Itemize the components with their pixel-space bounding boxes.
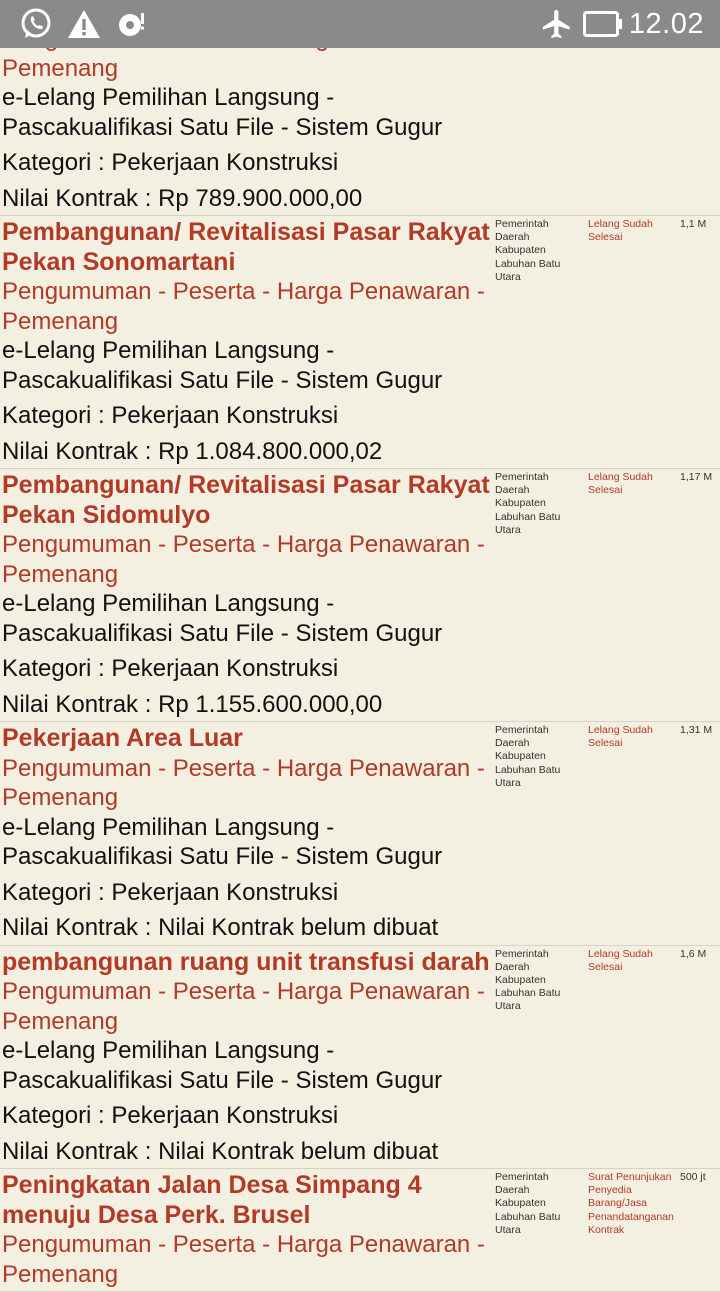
winner-link[interactable]: Pemenang xyxy=(2,307,119,335)
tender-links xyxy=(2,754,490,813)
contract-value-label: Nilai Kontrak : xyxy=(2,690,159,718)
link-separator: - xyxy=(255,531,277,558)
contract-value-label: Nilai Kontrak : xyxy=(2,1137,159,1165)
tender-hps-value: 1,17 M xyxy=(680,471,713,483)
tender-method: e-Lelang Pemilihan Langsung - Pascakualifikasi Satu File - Sistem Gugur xyxy=(2,590,443,647)
tender-row xyxy=(0,1169,720,1292)
tender-info xyxy=(0,22,490,213)
tender-hps-value: 1,31 M xyxy=(680,724,713,736)
tender-method: e-Lelang Pemilihan Langsung - Pascakualifikasi Satu File - Sistem Gugur xyxy=(2,813,443,870)
winner-link[interactable]: Pemenang xyxy=(2,1260,119,1288)
tender-hps-value xyxy=(680,22,720,213)
tender-title-link[interactable]: Pembangunan/ Revitalisasi Pasar Rakyat Pekan Sidomulyo xyxy=(2,471,490,529)
link-separator: - xyxy=(151,754,173,782)
tender-contract-value xyxy=(2,907,490,943)
offer-price-link[interactable]: Harga Penawaran xyxy=(276,278,471,305)
tender-info xyxy=(0,946,490,1167)
tender-title-link[interactable]: Peningkatan Jalan Desa Simpang 4 menuju Desa Perk. Brusel xyxy=(2,1171,422,1229)
tender-agency: Pemerintah Daerah Kabupaten Labuhan Batu Utara xyxy=(495,1171,561,1236)
tender-agency: Pemerintah Daerah Kabupaten Labuhan Batu Utara xyxy=(495,218,561,283)
category-label: Kategori : xyxy=(2,655,112,682)
tender-links xyxy=(2,1230,490,1289)
link-separator: - xyxy=(255,1231,277,1258)
contract-value: Nilai Kontrak belum dibuat xyxy=(158,914,439,941)
link-separator: - xyxy=(470,278,485,305)
contract-value: Nilai Kontrak belum dibuat xyxy=(158,1137,439,1165)
link-separator: - xyxy=(470,1231,485,1258)
tender-status-link[interactable]: Lelang Sudah Selesai xyxy=(588,471,653,497)
tender-info xyxy=(0,469,490,719)
tender-category xyxy=(2,648,490,684)
notification-icon xyxy=(114,6,150,42)
tender-status-link[interactable]: Surat Penunjukan Penyedia Barang/Jasa Penandatanganan Kontrak xyxy=(588,1171,674,1236)
contract-value: Rp 1.084.800.000,02 xyxy=(158,437,383,465)
category-value: Pekerjaan Konstruksi xyxy=(111,1102,339,1129)
announcement-link[interactable]: Pengumuman xyxy=(2,278,152,305)
offer-price-link[interactable]: Harga Penawaran xyxy=(276,531,471,558)
tender-contract-value xyxy=(2,1131,490,1167)
tender-method: e-Lelang Pemilihan Langsung - Pascakualifikasi Satu File - Sistem Gugur xyxy=(2,337,443,394)
category-value: Pekerjaan Konstruksi xyxy=(111,878,339,906)
offer-price-link[interactable]: Harga Penawaran xyxy=(276,754,471,782)
announcement-link[interactable]: Pengumuman xyxy=(2,1231,152,1258)
battery-icon xyxy=(582,6,624,42)
tender-category xyxy=(2,395,490,431)
contract-value-label: Nilai Kontrak : xyxy=(2,914,159,941)
link-separator: - xyxy=(255,754,277,782)
participants-link[interactable]: Peserta xyxy=(172,754,256,782)
link-separator: - xyxy=(151,278,173,305)
airplane-mode-icon xyxy=(538,6,576,42)
category-label: Kategori : xyxy=(2,402,112,429)
offer-price-link[interactable]: Harga Penawaran xyxy=(276,978,471,1005)
announcement-link[interactable]: Pengumuman xyxy=(2,978,152,1005)
announcement-link[interactable]: Pengumuman xyxy=(2,754,152,782)
winner-link[interactable]: Pemenang xyxy=(2,1007,119,1035)
category-label: Kategori : xyxy=(2,1102,112,1129)
link-separator: - xyxy=(151,531,173,558)
tender-row xyxy=(0,946,720,1170)
link-separator: - xyxy=(470,978,485,1005)
tender-row xyxy=(0,469,720,722)
whatsapp-icon xyxy=(18,6,54,42)
category-value: Pekerjaan Konstruksi xyxy=(111,655,339,682)
participants-link[interactable]: Peserta xyxy=(172,531,256,558)
tender-hps-value: 500 jt xyxy=(680,1171,706,1183)
tender-links xyxy=(2,530,490,589)
warning-icon xyxy=(66,6,102,42)
tender-agency xyxy=(490,22,583,213)
winner-link[interactable]: Pemenang xyxy=(2,784,119,811)
status-bar xyxy=(0,0,720,48)
tender-hps-value: 1,1 M xyxy=(680,218,707,230)
tender-method: e-Lelang Pemilihan Langsung - Pascakualifikasi Satu File - Sistem Gugur xyxy=(2,84,443,141)
contract-value-label: Nilai Kontrak : xyxy=(2,184,159,212)
tender-title-link[interactable]: Pekerjaan Area Luar xyxy=(2,724,243,752)
link-separator: - xyxy=(470,754,485,782)
link-separator: - xyxy=(255,278,277,305)
tender-status-link[interactable]: Lelang Sudah Selesai xyxy=(588,218,653,244)
announcement-link[interactable]: Pengumuman xyxy=(2,531,152,558)
tender-category xyxy=(2,142,490,178)
winner-link[interactable]: Pemenang xyxy=(2,54,119,82)
tender-row xyxy=(0,22,720,216)
tender-info xyxy=(0,722,490,943)
tender-info xyxy=(0,216,490,466)
category-value: Pekerjaan Konstruksi xyxy=(111,149,339,176)
tender-contract-value xyxy=(2,684,490,720)
tender-status-link[interactable] xyxy=(583,22,680,213)
category-value: Pekerjaan Konstruksi xyxy=(111,402,339,429)
tender-list-container[interactable] xyxy=(0,48,720,1288)
tender-category xyxy=(2,1095,490,1131)
tender-title-link[interactable]: pembangunan ruang unit transfusi darah xyxy=(2,947,490,976)
tender-contract-value xyxy=(2,178,490,214)
link-separator: - xyxy=(470,531,485,558)
tender-category xyxy=(2,872,490,908)
tender-hps-value: 1,6 M xyxy=(680,947,707,960)
link-separator: - xyxy=(151,978,173,1005)
tender-status-link[interactable]: Lelang Sudah Selesai xyxy=(588,947,653,973)
participants-link[interactable]: Peserta xyxy=(172,978,256,1005)
tender-title-link[interactable]: Pembangunan/ Revitalisasi Pasar Rakyat Pekan Sonomartani xyxy=(2,218,490,276)
tender-links xyxy=(2,977,490,1036)
winner-link[interactable]: Pemenang xyxy=(2,560,119,588)
category-label: Kategori : xyxy=(2,149,112,176)
tender-row xyxy=(0,722,720,946)
tender-method: e-Lelang Pemilihan Langsung - Pascakualifikasi Satu File - Sistem Gugur xyxy=(2,1037,443,1094)
clock: 12.02 xyxy=(628,8,704,40)
participants-link[interactable]: Peserta xyxy=(172,1231,256,1258)
link-separator: - xyxy=(255,978,277,1005)
participants-link[interactable]: Peserta xyxy=(172,278,256,305)
contract-value-label: Nilai Kontrak : xyxy=(2,437,159,465)
tender-agency: Pemerintah Daerah Kabupaten Labuhan Batu Utara xyxy=(495,724,561,789)
contract-value: Rp 1.155.600.000,00 xyxy=(158,690,383,718)
tender-agency: Pemerintah Daerah Kabupaten Labuhan Batu Utara xyxy=(495,471,561,536)
tender-info xyxy=(0,1169,490,1289)
tender-status-link[interactable]: Lelang Sudah Selesai xyxy=(588,724,653,750)
tender-row xyxy=(0,216,720,469)
offer-price-link[interactable]: Harga Penawaran xyxy=(276,1231,471,1258)
category-label: Kategori : xyxy=(2,878,112,906)
tender-links xyxy=(2,277,490,336)
tender-agency: Pemerintah Daerah Kabupaten Labuhan Batu Utara xyxy=(495,947,561,1013)
tender-list xyxy=(0,22,720,1292)
link-separator: - xyxy=(151,1231,173,1258)
contract-value: Rp 789.900.000,00 xyxy=(158,184,363,212)
tender-contract-value xyxy=(2,431,490,467)
